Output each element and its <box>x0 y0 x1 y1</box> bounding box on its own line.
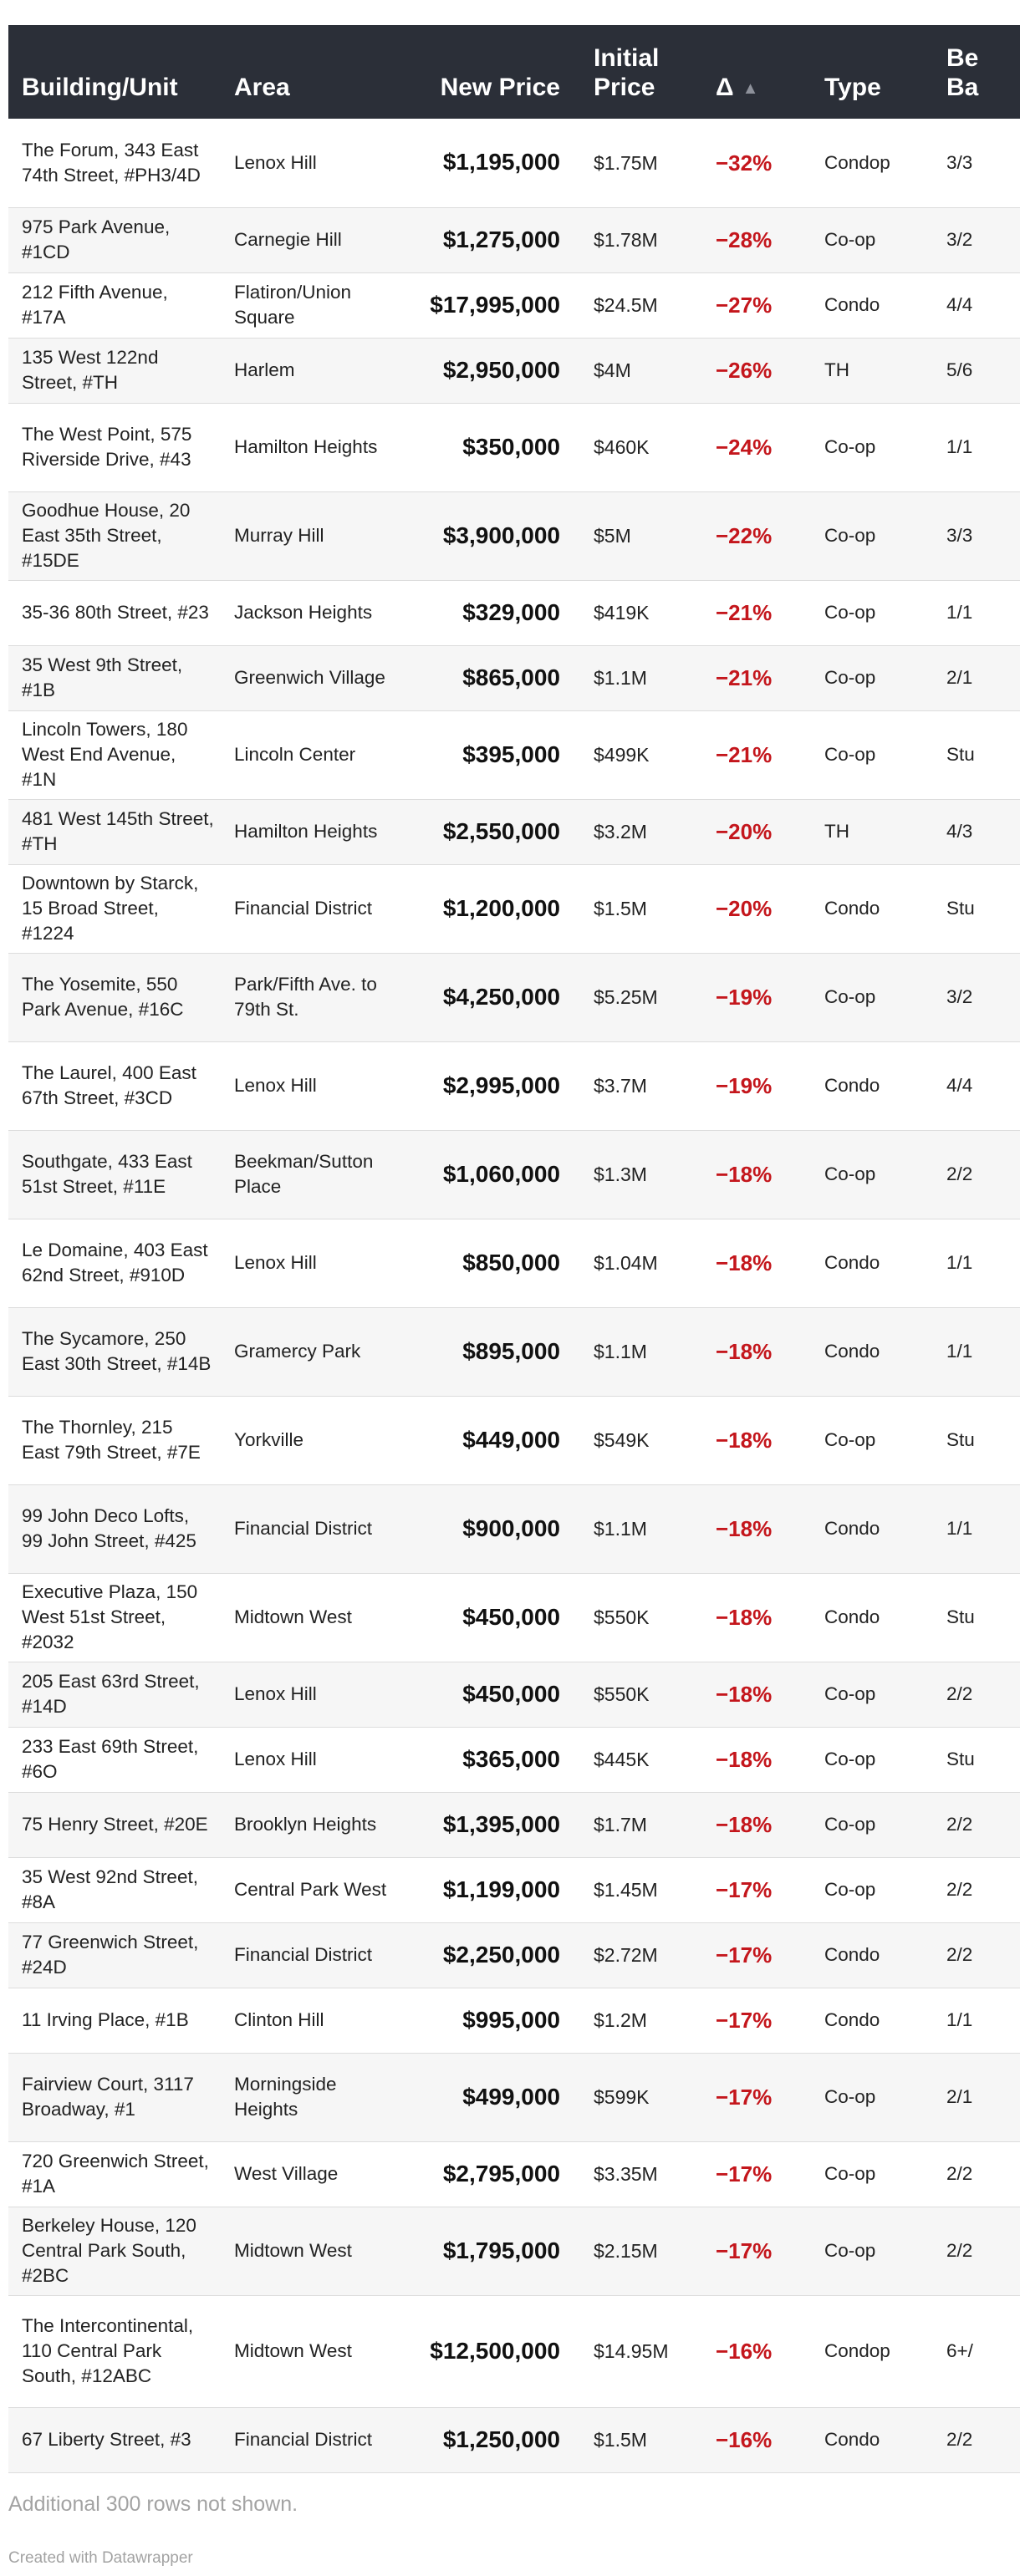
cell-type: Co-op <box>811 491 933 580</box>
cell-building: Goodhue House, 20 East 35th Street, #15DE <box>8 491 221 580</box>
rows-hidden-note: Additional 300 rows not shown. <box>8 2492 298 2516</box>
cell-type: Condo <box>811 1922 933 1988</box>
cell-beds: 3/2 <box>933 953 1020 1041</box>
cell-initial-price: $1.75M <box>580 119 702 207</box>
cell-delta: −18% <box>702 1307 811 1396</box>
header-initial-price[interactable]: Initial Price <box>594 44 660 101</box>
cell-building: 75 Henry Street, #20E <box>8 1792 221 1857</box>
cell-beds: 2/2 <box>933 1792 1020 1857</box>
cell-new-price: $1,195,000 <box>403 119 580 207</box>
cell-area: Greenwich Village <box>221 645 403 710</box>
cell-beds: 3/3 <box>933 491 1020 580</box>
table-row <box>8 580 1020 645</box>
header-delta-label: Δ <box>716 73 734 101</box>
cell-initial-price: $1.5M <box>580 2407 702 2472</box>
cell-initial-price: $14.95M <box>580 2295 702 2407</box>
table-row <box>8 799 1020 864</box>
cell-initial-price: $1.5M <box>580 864 702 953</box>
cell-beds: 4/4 <box>933 1041 1020 1130</box>
table-header <box>8 25 1020 119</box>
cell-new-price: $1,275,000 <box>403 207 580 272</box>
cell-new-price: $2,950,000 <box>403 338 580 403</box>
cell-new-price: $329,000 <box>403 580 580 645</box>
table-row <box>8 1922 1020 1988</box>
cell-building: 35-36 80th Street, #23 <box>8 580 221 645</box>
cell-beds: 2/2 <box>933 2407 1020 2472</box>
header-building[interactable]: Building/Unit <box>22 73 178 101</box>
cell-area: Hamilton Heights <box>221 403 403 491</box>
cell-initial-price: $1.1M <box>580 1484 702 1573</box>
header-area[interactable]: Area <box>234 73 290 101</box>
cell-area: Clinton Hill <box>221 1988 403 2053</box>
cell-building: Berkeley House, 120 Central Park South, #2BC <box>8 2207 221 2295</box>
cell-new-price: $2,795,000 <box>403 2141 580 2207</box>
cell-beds: 2/2 <box>933 1662 1020 1727</box>
cell-initial-price: $5.25M <box>580 953 702 1041</box>
cell-type: Condo <box>811 1573 933 1662</box>
cell-building: The Thornley, 215 East 79th Street, #7E <box>8 1396 221 1484</box>
cell-delta: −32% <box>702 119 811 207</box>
table-row <box>8 1857 1020 1922</box>
cell-type: Condo <box>811 864 933 953</box>
cell-beds: 2/2 <box>933 2141 1020 2207</box>
cell-delta: −17% <box>702 1857 811 1922</box>
cell-beds: 3/3 <box>933 119 1020 207</box>
table-row <box>8 338 1020 403</box>
table-row <box>8 1041 1020 1130</box>
cell-new-price: $395,000 <box>403 710 580 799</box>
cell-beds: 2/1 <box>933 645 1020 710</box>
cell-area: Gramercy Park <box>221 1307 403 1396</box>
cell-delta: −20% <box>702 799 811 864</box>
cell-beds: Stu <box>933 1573 1020 1662</box>
cell-initial-price: $1.1M <box>580 1307 702 1396</box>
cell-type: Condop <box>811 2295 933 2407</box>
cell-building: 212 Fifth Avenue, #17A <box>8 272 221 338</box>
cell-new-price: $850,000 <box>403 1219 580 1307</box>
cell-delta: −19% <box>702 1041 811 1130</box>
cell-area: Flatiron/Union Square <box>221 272 403 338</box>
header-delta[interactable] <box>702 25 811 119</box>
cell-beds: 3/2 <box>933 207 1020 272</box>
table-row <box>8 1573 1020 1662</box>
cell-area: Financial District <box>221 1922 403 1988</box>
table-row <box>8 2207 1020 2295</box>
table-row <box>8 1219 1020 1307</box>
cell-type: Co-op <box>811 580 933 645</box>
cell-area: Beekman/Sutton Place <box>221 1130 403 1219</box>
table-row <box>8 1396 1020 1484</box>
cell-delta: −17% <box>702 1922 811 1988</box>
listings-table-container <box>8 25 1020 2473</box>
table-row <box>8 864 1020 953</box>
header-beds[interactable]: Be Ba <box>946 44 979 101</box>
table-row <box>8 491 1020 580</box>
cell-building: The Laurel, 400 East 67th Street, #3CD <box>8 1041 221 1130</box>
table-row <box>8 1792 1020 1857</box>
cell-area: Murray Hill <box>221 491 403 580</box>
cell-building: 67 Liberty Street, #3 <box>8 2407 221 2472</box>
cell-type: Condop <box>811 119 933 207</box>
cell-type: Condo <box>811 2407 933 2472</box>
cell-type: Condo <box>811 1307 933 1396</box>
cell-delta: −18% <box>702 1792 811 1857</box>
cell-initial-price: $1.1M <box>580 645 702 710</box>
cell-delta: −26% <box>702 338 811 403</box>
cell-initial-price: $3.35M <box>580 2141 702 2207</box>
cell-initial-price: $1.78M <box>580 207 702 272</box>
cell-building: Executive Plaza, 150 West 51st Street, #2032 <box>8 1573 221 1662</box>
cell-area: Lincoln Center <box>221 710 403 799</box>
cell-area: Hamilton Heights <box>221 799 403 864</box>
cell-beds: 1/1 <box>933 1484 1020 1573</box>
cell-delta: −21% <box>702 710 811 799</box>
cell-delta: −18% <box>702 1484 811 1573</box>
cell-type: Co-op <box>811 2207 933 2295</box>
datawrapper-credit: Created with Datawrapper <box>8 2549 193 2567</box>
cell-building: The Yosemite, 550 Park Avenue, #16C <box>8 953 221 1041</box>
cell-delta: −19% <box>702 953 811 1041</box>
cell-type: Co-op <box>811 1727 933 1792</box>
cell-delta: −21% <box>702 580 811 645</box>
cell-area: West Village <box>221 2141 403 2207</box>
table-row <box>8 1130 1020 1219</box>
cell-initial-price: $1.04M <box>580 1219 702 1307</box>
cell-beds: 6+/ <box>933 2295 1020 2407</box>
cell-building: The West Point, 575 Riverside Drive, #43 <box>8 403 221 491</box>
cell-delta: −21% <box>702 645 811 710</box>
cell-initial-price: $419K <box>580 580 702 645</box>
cell-building: 975 Park Avenue, #1CD <box>8 207 221 272</box>
cell-building: 35 West 9th Street, #1B <box>8 645 221 710</box>
cell-type: Condo <box>811 1219 933 1307</box>
cell-area: Lenox Hill <box>221 1727 403 1792</box>
cell-type: Co-op <box>811 645 933 710</box>
table-row <box>8 403 1020 491</box>
cell-delta: −27% <box>702 272 811 338</box>
cell-building: The Sycamore, 250 East 30th Street, #14B <box>8 1307 221 1396</box>
cell-type: Co-op <box>811 1662 933 1727</box>
cell-type: Co-op <box>811 710 933 799</box>
cell-area: Carnegie Hill <box>221 207 403 272</box>
table-row <box>8 953 1020 1041</box>
cell-beds: 2/2 <box>933 1130 1020 1219</box>
cell-new-price: $450,000 <box>403 1573 580 1662</box>
header-type[interactable]: Type <box>824 73 881 101</box>
cell-delta: −17% <box>702 2053 811 2141</box>
cell-initial-price: $3.7M <box>580 1041 702 1130</box>
cell-building: 205 East 63rd Street, #14D <box>8 1662 221 1727</box>
cell-delta: −18% <box>702 1727 811 1792</box>
cell-initial-price: $599K <box>580 2053 702 2141</box>
cell-beds: 1/1 <box>933 1988 1020 2053</box>
cell-type: Co-op <box>811 1792 933 1857</box>
cell-beds: Stu <box>933 864 1020 953</box>
cell-beds: 1/1 <box>933 580 1020 645</box>
cell-new-price: $12,500,000 <box>403 2295 580 2407</box>
cell-beds: 4/4 <box>933 272 1020 338</box>
cell-delta: −22% <box>702 491 811 580</box>
cell-initial-price: $549K <box>580 1396 702 1484</box>
cell-area: Park/Fifth Ave. to 79th St. <box>221 953 403 1041</box>
table-row <box>8 2295 1020 2407</box>
cell-building: Lincoln Towers, 180 West End Avenue, #1N <box>8 710 221 799</box>
cell-new-price: $1,199,000 <box>403 1857 580 1922</box>
table-row <box>8 1727 1020 1792</box>
cell-type: TH <box>811 338 933 403</box>
cell-initial-price: $4M <box>580 338 702 403</box>
cell-building: 77 Greenwich Street, #24D <box>8 1922 221 1988</box>
cell-delta: −18% <box>702 1130 811 1219</box>
table-row <box>8 1484 1020 1573</box>
cell-delta: −17% <box>702 2207 811 2295</box>
cell-delta: −18% <box>702 1396 811 1484</box>
cell-new-price: $3,900,000 <box>403 491 580 580</box>
cell-area: Midtown West <box>221 1573 403 1662</box>
cell-beds: 2/2 <box>933 1922 1020 1988</box>
cell-delta: −18% <box>702 1219 811 1307</box>
cell-beds: 1/1 <box>933 1219 1020 1307</box>
cell-initial-price: $445K <box>580 1727 702 1792</box>
cell-delta: −18% <box>702 1573 811 1662</box>
cell-area: Financial District <box>221 864 403 953</box>
cell-area: Financial District <box>221 1484 403 1573</box>
cell-beds: Stu <box>933 1727 1020 1792</box>
cell-building: 99 John Deco Lofts, 99 John Street, #425 <box>8 1484 221 1573</box>
cell-new-price: $1,200,000 <box>403 864 580 953</box>
cell-initial-price: $5M <box>580 491 702 580</box>
cell-area: Lenox Hill <box>221 1219 403 1307</box>
cell-building: Fairview Court, 3117 Broadway, #1 <box>8 2053 221 2141</box>
triangle-up-icon: ▲ <box>742 79 759 98</box>
cell-initial-price: $1.2M <box>580 1988 702 2053</box>
cell-new-price: $449,000 <box>403 1396 580 1484</box>
cell-type: Condo <box>811 272 933 338</box>
cell-new-price: $365,000 <box>403 1727 580 1792</box>
cell-building: Downtown by Starck, 15 Broad Street, #1224 <box>8 864 221 953</box>
cell-new-price: $350,000 <box>403 403 580 491</box>
cell-type: Co-op <box>811 2141 933 2207</box>
cell-type: Co-op <box>811 1396 933 1484</box>
cell-initial-price: $24.5M <box>580 272 702 338</box>
cell-new-price: $865,000 <box>403 645 580 710</box>
cell-initial-price: $1.3M <box>580 1130 702 1219</box>
table-row <box>8 1307 1020 1396</box>
cell-beds: 2/2 <box>933 1857 1020 1922</box>
cell-delta: −16% <box>702 2407 811 2472</box>
cell-initial-price: $2.15M <box>580 2207 702 2295</box>
cell-new-price: $2,550,000 <box>403 799 580 864</box>
cell-beds: Stu <box>933 710 1020 799</box>
table-row <box>8 119 1020 207</box>
cell-delta: −28% <box>702 207 811 272</box>
cell-new-price: $2,250,000 <box>403 1922 580 1988</box>
cell-building: The Intercontinental, 110 Central Park South, #12ABC <box>8 2295 221 2407</box>
cell-building: 35 West 92nd Street, #8A <box>8 1857 221 1922</box>
cell-new-price: $895,000 <box>403 1307 580 1396</box>
cell-area: Lenox Hill <box>221 1041 403 1130</box>
cell-new-price: $1,060,000 <box>403 1130 580 1219</box>
cell-type: Co-op <box>811 2053 933 2141</box>
cell-building: 720 Greenwich Street, #1A <box>8 2141 221 2207</box>
cell-building: The Forum, 343 East 74th Street, #PH3/4D <box>8 119 221 207</box>
cell-building: Southgate, 433 East 51st Street, #11E <box>8 1130 221 1219</box>
cell-new-price: $1,395,000 <box>403 1792 580 1857</box>
cell-beds: 1/1 <box>933 403 1020 491</box>
cell-area: Brooklyn Heights <box>221 1792 403 1857</box>
cell-type: Condo <box>811 1484 933 1573</box>
cell-new-price: $450,000 <box>403 1662 580 1727</box>
cell-new-price: $4,250,000 <box>403 953 580 1041</box>
cell-initial-price: $1.45M <box>580 1857 702 1922</box>
table-row <box>8 2407 1020 2472</box>
cell-area: Lenox Hill <box>221 119 403 207</box>
cell-building: 135 West 122nd Street, #TH <box>8 338 221 403</box>
cell-area: Midtown West <box>221 2295 403 2407</box>
cell-new-price: $1,250,000 <box>403 2407 580 2472</box>
cell-beds: 5/6 <box>933 338 1020 403</box>
table-row <box>8 710 1020 799</box>
table-row <box>8 645 1020 710</box>
cell-beds: 1/1 <box>933 1307 1020 1396</box>
cell-type: Co-op <box>811 953 933 1041</box>
cell-delta: −24% <box>702 403 811 491</box>
cell-delta: −20% <box>702 864 811 953</box>
cell-initial-price: $460K <box>580 403 702 491</box>
cell-new-price: $499,000 <box>403 2053 580 2141</box>
cell-building: 233 East 69th Street, #6O <box>8 1727 221 1792</box>
cell-beds: 2/2 <box>933 2207 1020 2295</box>
table-row <box>8 1662 1020 1727</box>
cell-area: Central Park West <box>221 1857 403 1922</box>
header-new-price[interactable]: New Price <box>440 73 560 101</box>
cell-initial-price: $550K <box>580 1573 702 1662</box>
cell-building: 481 West 145th Street, #TH <box>8 799 221 864</box>
cell-beds: Stu <box>933 1396 1020 1484</box>
cell-type: TH <box>811 799 933 864</box>
cell-type: Condo <box>811 1041 933 1130</box>
cell-building: 11 Irving Place, #1B <box>8 1988 221 2053</box>
table-body <box>8 119 1020 2472</box>
table-row <box>8 272 1020 338</box>
cell-delta: −16% <box>702 2295 811 2407</box>
cell-beds: 4/3 <box>933 799 1020 864</box>
cell-new-price: $2,995,000 <box>403 1041 580 1130</box>
cell-type: Co-op <box>811 403 933 491</box>
cell-type: Co-op <box>811 207 933 272</box>
cell-area: Midtown West <box>221 2207 403 2295</box>
cell-beds: 2/1 <box>933 2053 1020 2141</box>
cell-building: Le Domaine, 403 East 62nd Street, #910D <box>8 1219 221 1307</box>
cell-area: Jackson Heights <box>221 580 403 645</box>
cell-new-price: $900,000 <box>403 1484 580 1573</box>
cell-area: Lenox Hill <box>221 1662 403 1727</box>
cell-area: Morningside Heights <box>221 2053 403 2141</box>
table-row <box>8 207 1020 272</box>
cell-initial-price: $550K <box>580 1662 702 1727</box>
cell-delta: −18% <box>702 1662 811 1727</box>
cell-initial-price: $2.72M <box>580 1922 702 1988</box>
cell-delta: −17% <box>702 2141 811 2207</box>
table-row <box>8 2053 1020 2141</box>
cell-type: Co-op <box>811 1857 933 1922</box>
cell-new-price: $17,995,000 <box>403 272 580 338</box>
price-cuts-table <box>8 25 1020 2473</box>
cell-initial-price: $499K <box>580 710 702 799</box>
cell-area: Yorkville <box>221 1396 403 1484</box>
cell-area: Harlem <box>221 338 403 403</box>
table-row <box>8 2141 1020 2207</box>
cell-delta: −17% <box>702 1988 811 2053</box>
cell-new-price: $1,795,000 <box>403 2207 580 2295</box>
cell-area: Financial District <box>221 2407 403 2472</box>
cell-type: Co-op <box>811 1130 933 1219</box>
table-row <box>8 1988 1020 2053</box>
cell-initial-price: $3.2M <box>580 799 702 864</box>
cell-new-price: $995,000 <box>403 1988 580 2053</box>
cell-type: Condo <box>811 1988 933 2053</box>
cell-initial-price: $1.7M <box>580 1792 702 1857</box>
